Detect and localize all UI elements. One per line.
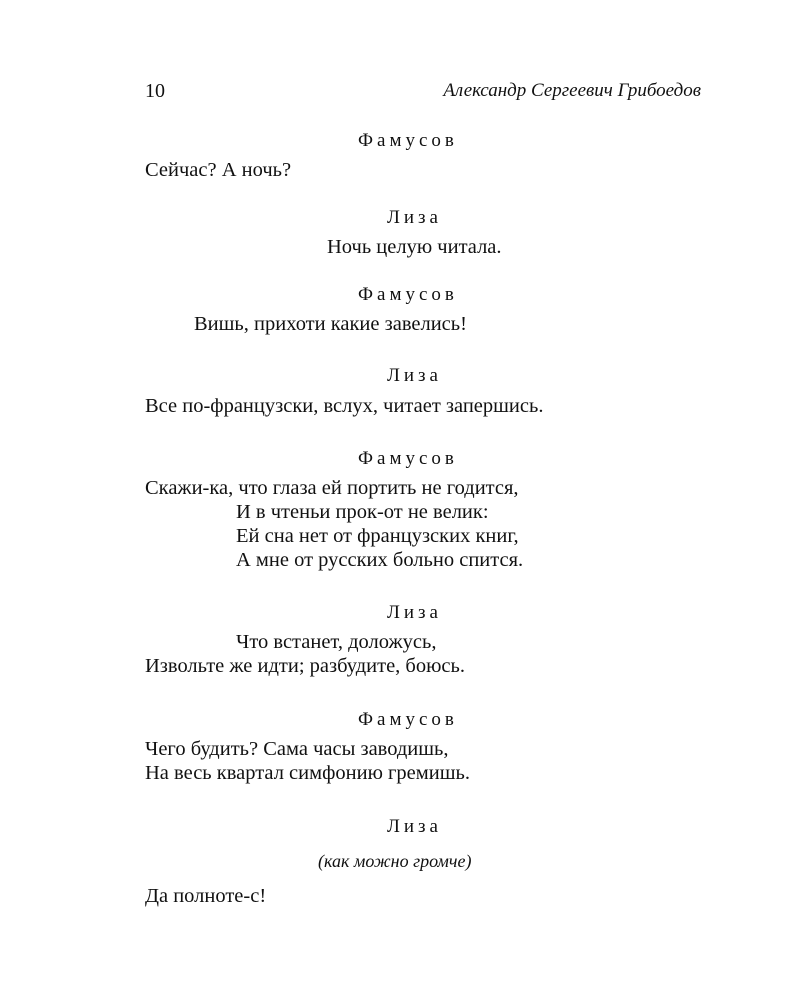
speaker-name: Фамусов (358, 284, 458, 305)
dialogue-line: Вишь, прихоти какие завелись! (194, 313, 467, 335)
speaker-name: Лиза (387, 365, 442, 386)
dialogue-line: На весь квартал симфонию гремишь. (145, 762, 470, 784)
page-number: 10 (145, 80, 165, 102)
dialogue-line: Сейчас? А ночь? (145, 159, 292, 181)
running-head: Александр Сергеевич Грибоедов (443, 80, 701, 101)
speaker-name: Фамусов (358, 448, 458, 469)
dialogue-line: Ей сна нет от французских книг, (236, 525, 519, 547)
dialogue-line: Чего будить? Сама часы заводишь, (145, 738, 449, 760)
page-header (145, 80, 701, 110)
dialogue-line: Скажи-ка, что глаза ей портить не годится, (145, 477, 519, 499)
dialogue-line: Извольте же идти; разбудите, боюсь. (145, 655, 466, 677)
stage-direction: (как можно громче) (318, 851, 472, 871)
dialogue-line: Все по-французски, вслух, читает запершись. (145, 395, 544, 417)
dialogue-line: Ночь целую читала. (327, 236, 502, 258)
speaker-name: Лиза (387, 207, 442, 228)
speaker-name: Лиза (387, 602, 442, 623)
speaker-name: Фамусов (358, 709, 458, 730)
speaker-name: Фамусов (358, 130, 458, 151)
dialogue-line: И в чтеньи прок-от не велик: (236, 501, 489, 523)
dialogue-line: Что встанет, доложусь, (236, 631, 437, 653)
speaker-name: Лиза (387, 816, 442, 837)
dialogue-line: А мне от русских больно спится. (236, 549, 524, 571)
dialogue-line: Да полноте-с! (145, 885, 267, 907)
